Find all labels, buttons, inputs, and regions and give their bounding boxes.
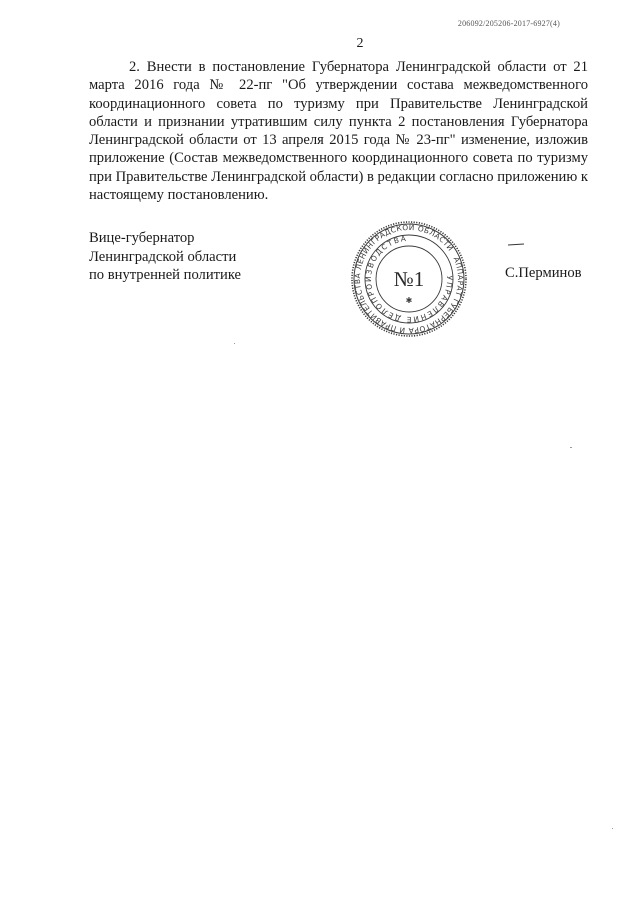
seal-star-icon: ✱: [405, 296, 413, 305]
signer-title-block: [89, 229, 241, 285]
seal-inner-text: УПРАВЛЕНИЕ ДЕЛОПРОИЗВОДСТВА: [363, 233, 455, 325]
body-paragraph: 2. Внести в постановление Губернатора Ленинградской области от 21 марта 2016 года № 22-пг "Об утверждении состава межведомственного координационного совета по туризму при Правительстве Ленинградской области и признании утратившим силу пункта 2 постановления Губернатора Ленинградской области от 13 апреля 2015 года № 23-пг" изменение, изложив приложение (Состав межведомственного координационного совета по туризму при Правительстве Ленинградской области) в редакции согласно приложению к настоящему постановлению.: [89, 59, 588, 204]
signer-title-line-3: по внутренней политике: [89, 267, 242, 283]
scan-speck: [234, 343, 235, 344]
scan-speck: [570, 447, 572, 448]
signer-title-line-2: Ленинградской области: [89, 248, 237, 265]
page-number: 2: [356, 36, 364, 51]
seal-center-number: №1: [393, 267, 425, 291]
document-registration-code: 206092/205206-2017-6927(4): [457, 19, 560, 28]
scan-speck: [612, 828, 613, 829]
signer-title-line-1: Вице-губернатор: [89, 230, 195, 246]
seal-outer-text: АППАРАТ ГУБЕРНАТОРА И ПРАВИТЕЛЬСТВА ЛЕНИНГРАДСКОЙ ОБЛАСТИ: [352, 222, 466, 336]
signature-mark: [508, 243, 524, 245]
signer-name: С.Перминов: [505, 265, 582, 281]
official-seal: [349, 219, 469, 339]
